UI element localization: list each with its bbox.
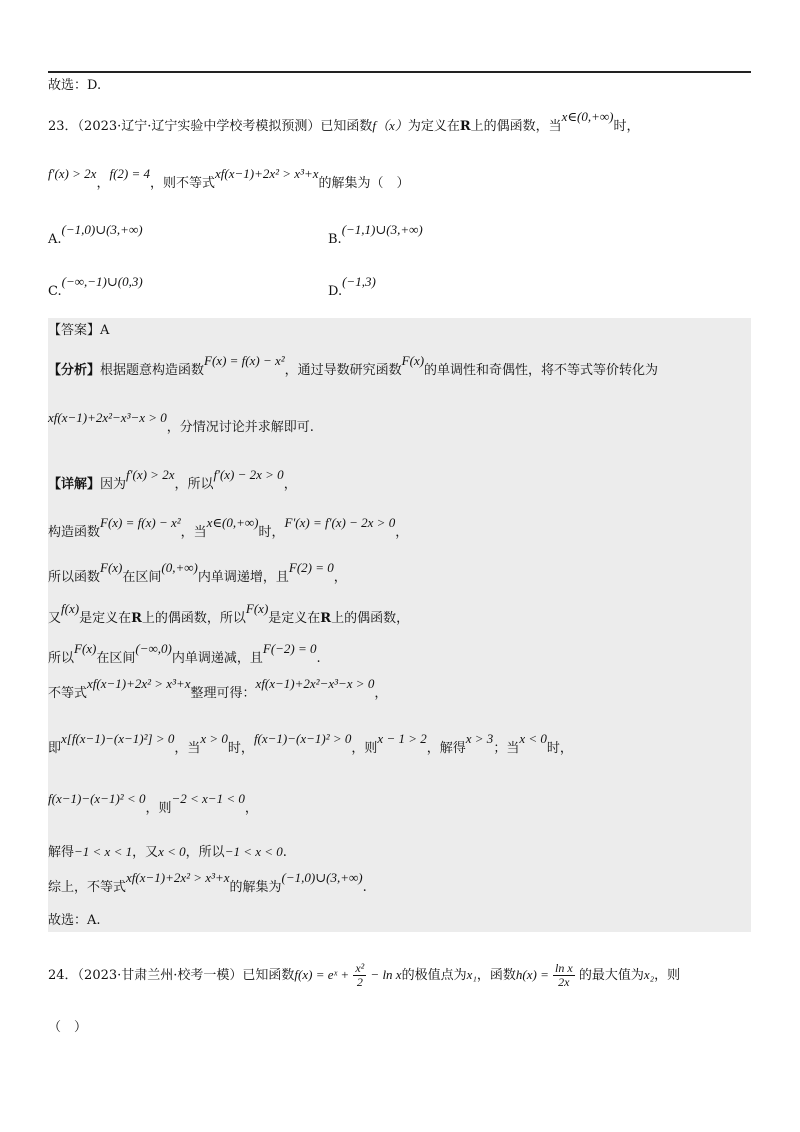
detail-line-10: 综上，不等式xf(x−1)+2x² > x³+x的解集为(−1,0)∪(3,+∞). [48, 870, 367, 895]
q24-source: （2023·甘肃兰州·校考一模） [77, 968, 243, 983]
q24-blank: （ ） [48, 1020, 88, 1035]
q23-option-c: C.(−∞,−1)∪(0,3) [48, 274, 143, 299]
q23-source: （2023·辽宁·辽宁实验中学校考模拟预测） [77, 119, 321, 134]
detail-line-3: 所以函数F(x)在区间(0,+∞)内单调递增，且F(2) = 0， [48, 560, 347, 585]
q24-fraction-1: $\frac{\text{x²}}{2}$ [355, 961, 365, 989]
q23-option-a: A.(−1,0)∪(3,+∞) [48, 222, 143, 247]
q24-fraction-2: $\frac{\text{ln x}}{2x}$ [555, 961, 573, 989]
detail-line-7: 即x[f(x−1)−(x−1)²] > 0，当x > 0时，f(x−1)−(x−1)² > 0，则x − 1 > 2，解得x > 3；当x < 0时， [48, 731, 573, 756]
detail-line-2: 构造函数F(x) = f(x) − x²，当x∈(0,+∞)时，F′(x) = f′(x) − 2x > 0， [48, 515, 409, 540]
final-answer: 故选：A. [48, 913, 101, 928]
answer-line: 【答案】A [48, 323, 110, 338]
prev-answer: 故选：D. [48, 78, 102, 93]
q23-conditions: f′(x) > 2x，f(2) = 4，则不等式xf(x−1)+2x² > x³+x的解集为（ ） [48, 166, 410, 191]
header-rule [48, 71, 751, 73]
q23-number: 23． [48, 119, 78, 134]
q24-number: 24． [48, 968, 78, 983]
q23-option-d: D.(−1,3) [328, 274, 376, 299]
detail-line-1: 【详解】因为f′(x) > 2x，所以f′(x) − 2x > 0， [48, 467, 297, 492]
detail-line-6: 不等式xf(x−1)+2x² > x³+x整理可得：xf(x−1)+2x²−x³−x > 0， [48, 676, 388, 701]
analysis-line-2: xf(x−1)+2x²−x³−x > 0，分情况讨论并求解即可. [48, 410, 314, 435]
q23-stem: 23．（2023·辽宁·辽宁实验中学校考模拟预测）已知函数f（x）为定义在R上的偶函数，当x∈(0,+∞)时， [48, 109, 640, 134]
detail-line-9: 解得−1 < x < 1，又x < 0，所以−1 < x < 0. [48, 844, 287, 860]
detail-line-4: 又f(x)是定义在R上的偶函数，所以F(x)是定义在R上的偶函数， [48, 601, 410, 626]
q23-option-b: B.(−1,1)∪(3,+∞) [328, 222, 423, 247]
analysis-line: 【分析】根据题意构造函数F(x) = f(x) − x²，通过导数研究函数F(x)的单调性和奇偶性，将不等式等价转化为 [48, 353, 659, 378]
detail-line-8: f(x−1)−(x−1)² < 0，则−2 < x−1 < 0， [48, 791, 258, 816]
q24-stem: 24．（2023·甘肃兰州·校考一模）已知函数f(x) = eˣ + $\frac{\text{x²}}{2}$ − ln x的极值点为x₁，函数h(x) = $\frac{\text{ln x}}{2x}$ 的最大值为x₂，则 [48, 961, 681, 989]
detail-line-5: 所以F(x)在区间(−∞,0)内单调递减，且F(−2) = 0. [48, 641, 321, 666]
